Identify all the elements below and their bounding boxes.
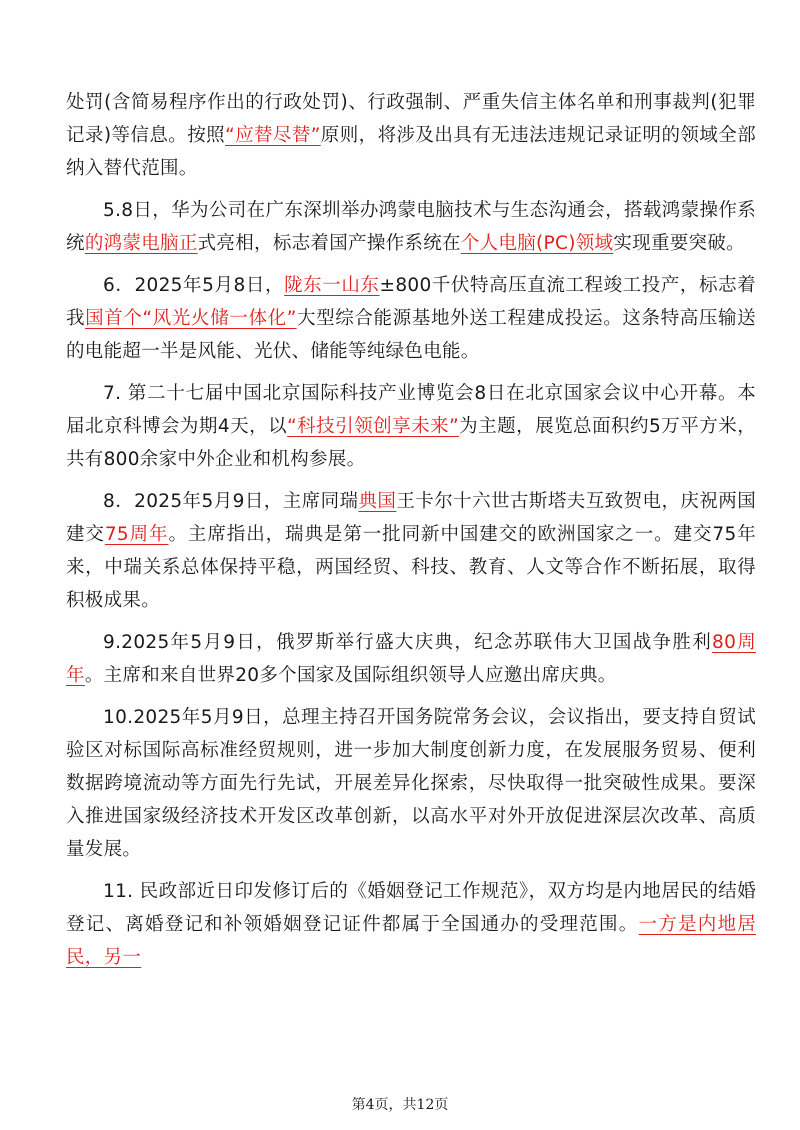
highlighted-keyword: 个人电脑(PC)领域 — [460, 233, 614, 254]
highlighted-keyword: 75周年 — [104, 524, 169, 545]
document-body — [66, 86, 756, 983]
paragraph-7 — [66, 377, 756, 476]
text-segment: 式亮相，标志着国产操作系统在 — [197, 233, 461, 254]
highlighted-keyword: “应替尽替” — [225, 125, 321, 146]
highlighted-keyword: 陇东一山东 — [284, 275, 380, 296]
highlighted-keyword: 一方是内地居民，另一 — [66, 914, 756, 968]
text-segment: 5.8日，华为公司在广东深圳举办鸿蒙电脑技术与生态沟通会，搭载鸿蒙操作系统 — [66, 200, 756, 254]
highlighted-keyword: “科技引领创享未来” — [287, 416, 459, 437]
page-number-footer: 第4页，共12页 — [351, 1097, 449, 1113]
text-segment: 7. 第二十七届中国北京国际科技产业博览会8日在北京国家会议中心开幕。本届北京科博会为期4天，以 — [66, 383, 756, 437]
text-segment: 6．2025年5月8日， — [103, 275, 285, 296]
text-segment: 实现重要突破。 — [613, 233, 745, 254]
text-segment: 。主席和来自世界20多个国家及国际组织领导人应邀出席庆典。 — [84, 665, 617, 686]
text-segment: 为主题，展览总面积约5万平方米，共有800余家中外企业和机构参展。 — [66, 416, 756, 470]
paragraph-10 — [66, 701, 756, 866]
paragraph-9 — [66, 626, 756, 692]
paragraph-8 — [66, 485, 756, 617]
text-segment: 王卡尔十六世古斯塔夫互致贺电，庆祝两国建交 — [66, 491, 756, 545]
text-segment: ±800千伏特高压直流工程竣工投产，标志着我 — [66, 275, 756, 329]
highlighted-keyword: 典国 — [358, 491, 397, 512]
text-segment: 原则，将涉及出具有无违法违规记录证明的领域全部纳入替代范围。 — [66, 125, 756, 179]
paragraph-4-continued — [66, 86, 756, 185]
text-segment: 处罚(含简易程序作出的行政处罚)、行政强制、严重失信主体名单和刑事裁判(犯罪记录)等信息。按照 — [66, 92, 756, 146]
highlighted-keyword: 80周年 — [66, 632, 756, 686]
paragraph-6 — [66, 269, 756, 368]
highlighted-keyword: 的鸿蒙电脑正 — [84, 233, 198, 254]
text-segment: 10.2025年5月9日，总理主持召开国务院常务会议，会议指出，要支持自贸试验区对标国际高标准经贸规则，进一步加大制度创新力度，在发展服务贸易、便利数据跨境流动等方面先行先试，开展差异化探索，尽快取得一批突破性成果。要深入推进国家级经济技术开发区改革创新，以高水平对外开放促进深层次改革、高质量发展。 — [66, 707, 756, 860]
paragraph-11 — [66, 875, 756, 974]
paragraph-5 — [66, 194, 756, 260]
text-segment: 9.2025年5月9日，俄罗斯举行盛大庆典，纪念苏联伟大卫国战争胜利 — [103, 632, 713, 653]
text-segment: 大型综合能源基地外送工程建成投运。这条特高压输送的电能超一半是风能、光伏、储能等纯绿色电能。 — [66, 308, 756, 362]
text-segment: 11. 民政部近日印发修订后的《婚姻登记工作规范》，双方均是内地居民的结婚登记、离婚登记和补领婚姻登记证件都属于全国通办的受理范围。 — [66, 881, 756, 935]
text-segment: 。主席指出，瑞典是第一批同新中国建交的欧洲国家之一。建交75年来，中瑞关系总体保持平稳，两国经贸、科技、教育、人文等合作不断拓展，取得积极成果。 — [66, 524, 756, 611]
text-segment: 8．2025年5月9日，主席同瑞 — [103, 491, 359, 512]
highlighted-keyword: 国首个“风光火储一体化” — [85, 308, 297, 329]
